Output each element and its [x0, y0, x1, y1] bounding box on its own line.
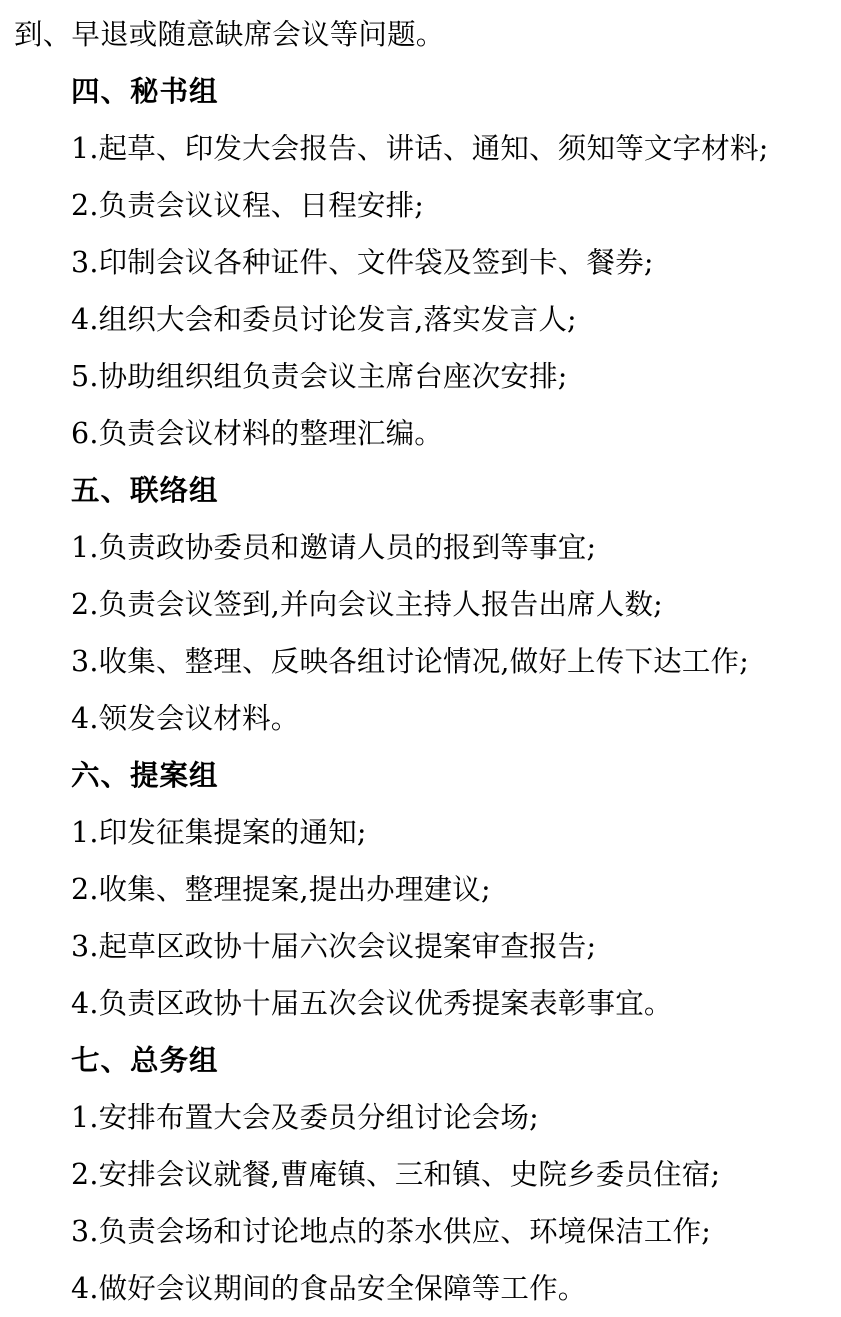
list-item: 2.负责会议议程、日程安排; — [71, 189, 425, 222]
list-item: 6.负责会议材料的整理汇编。 — [71, 417, 443, 450]
section-heading-7: 七、总务组 — [71, 1043, 219, 1077]
list-item: 3.印制会议各种证件、文件袋及签到卡、餐券; — [71, 246, 654, 279]
list-item: 4.组织大会和委员讨论发言,落实发言人; — [71, 303, 577, 336]
list-item: 1.负责政协委员和邀请人员的报到等事宜; — [71, 531, 597, 564]
paragraph-continuation: 到、早退或随意缺席会议等问题。 — [14, 18, 445, 51]
list-item: 2.收集、整理提案,提出办理建议; — [71, 873, 491, 906]
list-item: 3.负责会场和讨论地点的茶水供应、环境保洁工作; — [71, 1215, 712, 1248]
list-item: 3.起草区政协十届六次会议提案审查报告; — [71, 930, 597, 963]
list-item: 4.领发会议材料。 — [71, 702, 300, 735]
list-item: 2.安排会议就餐,曹庵镇、三和镇、史院乡委员住宿; — [71, 1158, 721, 1191]
list-item: 3.收集、整理、反映各组讨论情况,做好上传下达工作; — [71, 645, 750, 678]
list-item: 5.协助组织组负责会议主席台座次安排; — [71, 360, 568, 393]
section-heading-4: 四、秘书组 — [71, 74, 219, 108]
list-item: 1.印发征集提案的通知; — [71, 816, 367, 849]
list-item: 4.负责区政协十届五次会议优秀提案表彰事宜。 — [71, 987, 673, 1020]
section-heading-6: 六、提案组 — [71, 758, 219, 792]
list-item: 4.做好会议期间的食品安全保障等工作。 — [71, 1272, 587, 1305]
list-item: 2.负责会议签到,并向会议主持人报告出席人数; — [71, 588, 663, 621]
section-heading-5: 五、联络组 — [71, 473, 219, 507]
list-item: 1.安排布置大会及委员分组讨论会场; — [71, 1101, 539, 1134]
list-item: 1.起草、印发大会报告、讲话、通知、须知等文字材料; — [71, 132, 769, 165]
